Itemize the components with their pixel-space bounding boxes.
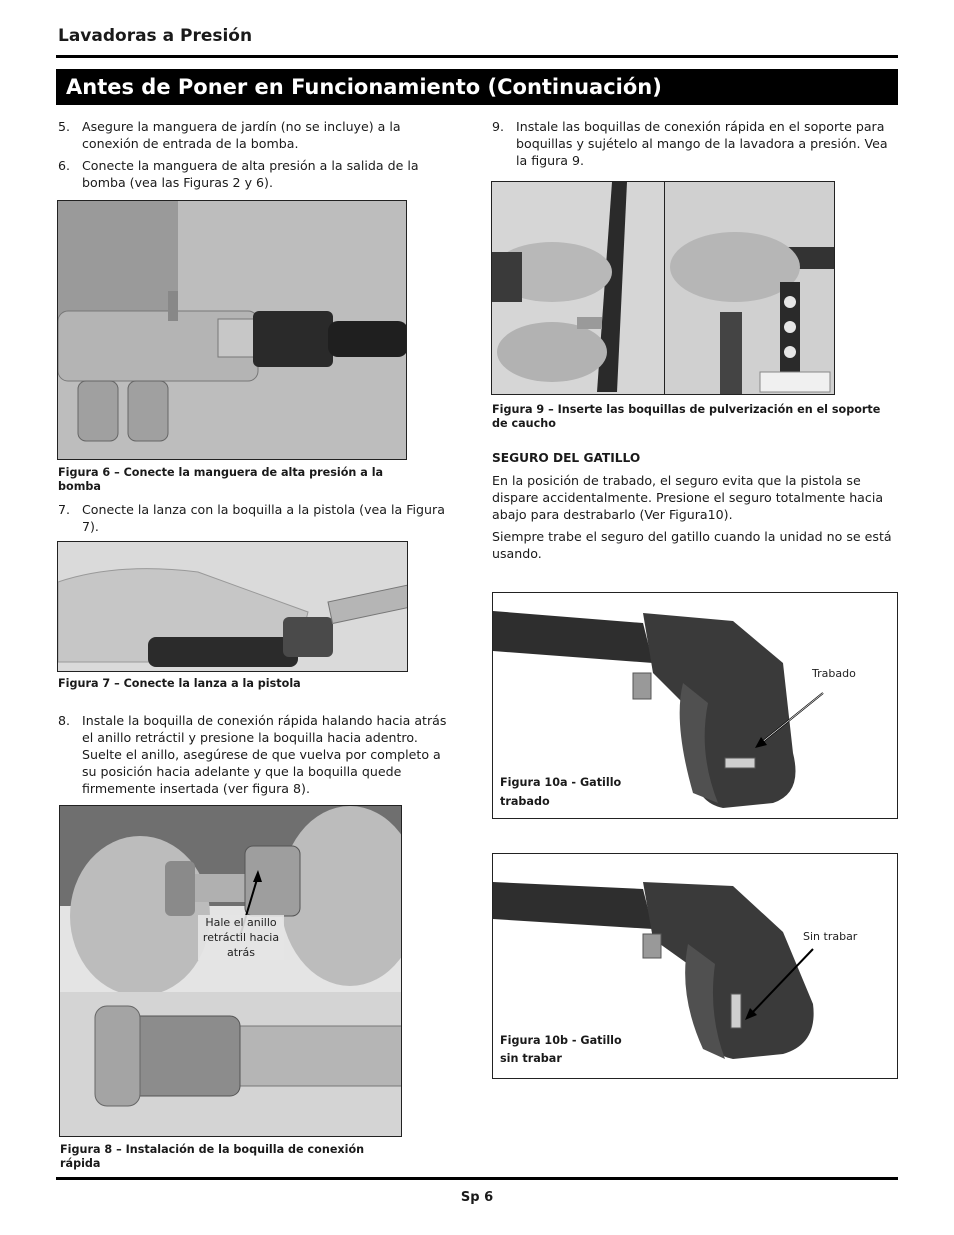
step-text: Instale las boquillas de conexión rápida en el soporte para boquillas y sujételo al mango de la lavadora a presión. Vea la figura 9. <box>516 119 888 168</box>
step-text: Conecte la lanza con la boquilla a la pistola (vea la Figura 7). <box>82 502 445 534</box>
trigger-lock-paragraph-1: En la posición de trabado, el seguro evita que la pistola se dispare accidentalmente. Presione el seguro totalmente hacia abajo para destrabarlo (Ver Figura10). <box>492 473 884 522</box>
figure-10a-caption-line-2: trabado <box>500 795 550 808</box>
step-8 <box>58 712 458 797</box>
step-number: 6. <box>58 158 71 173</box>
step-7 <box>58 501 458 535</box>
handle-holder-illustration <box>665 182 835 395</box>
page-number: Sp 6 <box>460 1190 494 1205</box>
figure-6-caption: Figura 6 – Conecte la manguera de alta presión a la bomba <box>58 466 384 493</box>
figure-8-annotation: Hale el anillo retráctil hacia atrás <box>198 915 284 960</box>
figure-10b-caption-line-1: Figura 10b - Gatillo <box>500 1034 622 1047</box>
step-number: 8. <box>58 713 71 728</box>
step-9 <box>492 118 892 169</box>
step-5 <box>58 118 458 152</box>
nozzle-holder-illustration <box>492 182 665 395</box>
top-rule <box>56 55 898 58</box>
figure-7-photo <box>57 541 408 672</box>
figure-9-photo-right <box>664 181 835 395</box>
section-title: Lavadoras a Presión <box>58 26 253 46</box>
step-text: Instale la boquilla de conexión rápida halando hacia atrás el anillo retráctil y presione la boquilla hacia adentro. Suelte el anillo, asegúrese de que vuelva por completo a su posición hacia adelante y que la boquilla quede firmemente insertada (ver figura 8). <box>82 713 447 796</box>
banner-title: Antes de Poner en Funcionamiento (Continuación) <box>56 69 898 105</box>
step-number: 9. <box>492 119 505 134</box>
step-text: Conecte la manguera de alta presión a la salida de la bomba (vea las Figuras 2 y 6). <box>82 158 419 190</box>
step-text: Asegure la manguera de jardín (no se incluye) a la conexión de entrada de la bomba. <box>82 119 401 151</box>
wand-gun-illustration <box>58 542 408 672</box>
figure-10b-caption-line-2: sin trabar <box>500 1052 562 1065</box>
bottom-rule <box>56 1177 898 1180</box>
step-number: 7. <box>58 502 71 517</box>
figure-8-photo <box>59 805 402 1137</box>
quick-connect-illustration <box>60 806 402 1137</box>
figure-6-photo <box>57 200 407 460</box>
figure-8-caption: Figura 8 – Instalación de la boquilla de conexión rápida <box>60 1143 365 1170</box>
trigger-lock-heading: SEGURO DEL GATILLO <box>492 451 641 465</box>
figure-9-caption: Figura 9 – Inserte las boquillas de pulverización en el soporte de caucho <box>492 403 881 430</box>
figure-10a-caption-line-1: Figura 10a - Gatillo <box>500 776 622 789</box>
step-number: 5. <box>58 119 71 134</box>
figure-10b-label: Sin trabar <box>803 930 858 943</box>
trigger-lock-paragraph-2: Siempre trabe el seguro del gatillo cuando la unidad no se está usando. <box>492 529 892 561</box>
step-6 <box>58 157 458 191</box>
figure-7-caption: Figura 7 – Conecte la lanza a la pistola <box>58 677 301 690</box>
figure-10a-label: Trabado <box>812 667 856 680</box>
figure-9-photo-left <box>491 181 665 395</box>
pump-hose-illustration <box>58 201 407 460</box>
